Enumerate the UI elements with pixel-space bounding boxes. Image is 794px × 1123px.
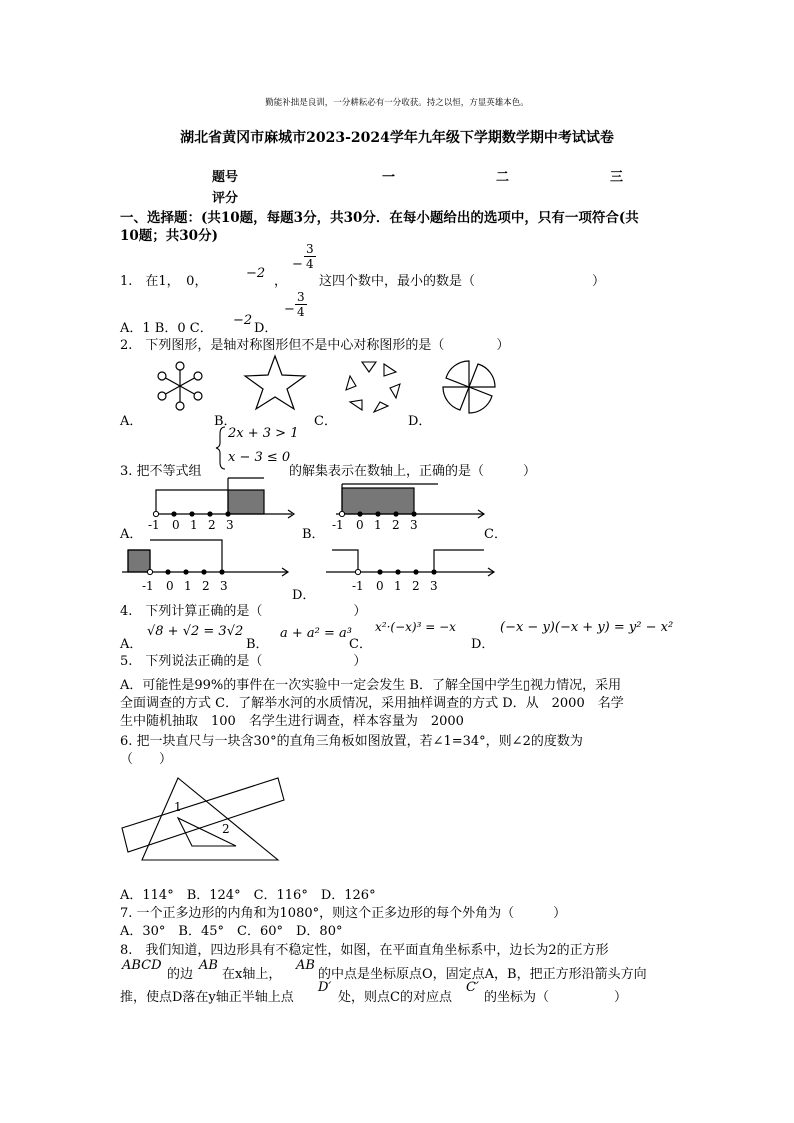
q4-option-c-expr: x²·(−x)³ = −x (375, 620, 456, 634)
q8-abcd: ABCD (122, 958, 162, 973)
section1-heading-line2: 10题；共30分) (120, 228, 218, 244)
section1-heading-line1: 一、选择题：(共10题，每题3分，共30分．在每小题给出的选项中，只有一项符合(共 (120, 210, 639, 226)
q2-option-a-label: A． (120, 414, 143, 429)
q3-d-tick-3: 3 (430, 579, 438, 593)
q1-option-d-label: D． (254, 321, 278, 336)
q2-figure-c-triangle-ring (342, 358, 404, 416)
q6-angle-2-label: 2 (222, 822, 230, 836)
q4-option-c-label: C． (349, 637, 372, 652)
q2-figure-d-pinwheel (438, 358, 500, 416)
q5-stem: 5. 下列说法正确的是（ ） (120, 654, 367, 669)
q8-c-prime: C′ (466, 980, 479, 995)
q3-a-tick-2: 2 (208, 518, 216, 532)
q4-stem: 4. 下列计算正确的是（ ） (120, 604, 367, 619)
q8-ab-2: AB (296, 958, 315, 973)
score-table-col-1: 一 (382, 170, 396, 185)
q3-b-tick-2: 2 (392, 518, 400, 532)
q2-stem: 2. 下列图形，是轴对称图形但不是中心对称图形的是（ ） (120, 338, 510, 353)
q8-line1: 8. 我们知道，四边形具有不稳定性，如图，在平面直角坐标系中，边长为2的正方形 (120, 943, 609, 958)
q2-figure-b-star (243, 354, 307, 410)
q4-option-d-expr: (−x − y)(−x + y) = y² − x² (500, 620, 674, 635)
q1-option-d-minus: − (284, 302, 295, 317)
q1-suffix: 这四个数中，最小的数是（ ） (319, 274, 606, 289)
q3-b-tick-1: 1 (374, 518, 382, 532)
q4-option-b-expr: a + a² = a³ (280, 626, 352, 641)
q8-ab-1: AB (199, 958, 218, 973)
q5-options-line3: 生中随机抽取 100 名学生进行调查，样本容量为 2000 (120, 714, 464, 729)
q8-line2-a: 的边 (167, 967, 194, 982)
q1-frac-den: 4 (306, 257, 314, 271)
q1-comma: ， (274, 274, 288, 289)
q4-option-b-label: B． (246, 637, 269, 652)
q3-c-tick-2: 2 (202, 579, 210, 593)
q3-option-b-label: B． (302, 527, 325, 542)
q3-option-d-label: D． (292, 588, 316, 603)
q6-paren: （ ） (120, 752, 173, 767)
q3-a-tick-0: 0 (172, 518, 180, 532)
q1-option-c-value: −2 (233, 313, 253, 328)
q3-c-tick-0: 0 (166, 579, 174, 593)
q3-c-tick-3: 3 (220, 579, 228, 593)
q8-d-prime: D′ (318, 980, 332, 995)
q6-angle-1-label: 1 (174, 800, 182, 814)
q3-d-tick-m1: -1 (352, 579, 364, 593)
q3-numberline-c (118, 538, 298, 582)
q5-options-line1: A．可能性是99%的事件在一次实验中一定会发生 B．了解全国中学生▯视力情况，采用 (120, 678, 622, 693)
q3-b-tick-m1: -1 (332, 518, 344, 532)
q2-option-b-label: B． (214, 414, 237, 429)
q1-options: A．1 B．0 C． (120, 321, 213, 336)
q4-option-a-label: A． (120, 637, 143, 652)
score-table-row2-label: 评分 (212, 191, 239, 206)
q3-c-tick-m1: -1 (142, 579, 154, 593)
score-table-col-2: 二 (496, 170, 510, 185)
q3-suffix: 的解集表示在数轴上，正确的是（ ） (289, 464, 537, 479)
q1-neg2: −2 (246, 266, 266, 281)
q3-numberline-a (140, 474, 300, 534)
q3-d-tick-1: 1 (394, 579, 402, 593)
motto: 勤能补拙是良训，一分耕耘必有一分收获。持之以恒，方显英雄本色。 (265, 98, 529, 108)
q3-inequality-1: 2x + 3 > 1 (228, 426, 299, 441)
q2-option-d-label: D． (408, 414, 432, 429)
q8-line3-b: 处，则点C的对应点 (338, 990, 452, 1005)
q3-a-tick-1: 1 (190, 518, 198, 532)
q3-prefix: 3. 把不等式组 (120, 464, 202, 479)
q1-fraction (304, 242, 316, 271)
q4-option-a-expr: √8 + √2 = 3√2 (147, 624, 244, 639)
exam-title: 湖北省黄冈市麻城市2023-2024学年九年级下学期数学期中考试试卷 (180, 130, 614, 146)
q1-frac-minus: − (292, 257, 303, 272)
q1-d-frac-num: 3 (297, 290, 305, 304)
q8-line3-a: 推，使点D落在y轴正半轴上点 (120, 990, 294, 1005)
q7-stem: 7. 一个正多边形的内角和为1080°，则这个正多边形的每个外角为（ ） (120, 906, 567, 921)
score-table-row1-label: 题号 (212, 170, 239, 185)
q3-b-tick-3: 3 (410, 518, 418, 532)
q3-option-c-label: C． (484, 527, 507, 542)
q3-option-a-label: A． (120, 527, 143, 542)
q8-line2-b: 在x轴上， (222, 967, 282, 982)
q4-option-d-label: D． (471, 637, 495, 652)
q3-inequality-2: x − 3 ≤ 0 (228, 450, 291, 465)
q3-b-tick-0: 0 (356, 518, 364, 532)
q8-line3-c: 的坐标为（ ） (484, 990, 628, 1005)
q1-prefix: 1. 在1， 0， (120, 274, 208, 289)
q7-options: A．30° B．45° C．60° D．80° (120, 924, 343, 939)
q1-frac-num: 3 (306, 242, 314, 256)
q1-option-d-fraction (295, 290, 307, 319)
q8-line2-c: 的中点是坐标原点O，固定点A，B，把正方形沿箭头方向 (318, 967, 647, 982)
q6-stem: 6. 把一块直尺与一块含30°的直角三角板如图放置，若∠1=34°，则∠2的度数为 (120, 734, 583, 749)
q3-d-tick-2: 2 (412, 579, 420, 593)
q3-d-tick-0: 0 (376, 579, 384, 593)
q3-brace (216, 426, 226, 470)
q1-d-frac-den: 4 (297, 305, 305, 319)
q2-figure-a-snowflake (150, 360, 210, 412)
q3-c-tick-1: 1 (184, 579, 192, 593)
q3-a-tick-3: 3 (226, 518, 234, 532)
q3-a-tick-m1: -1 (148, 518, 160, 532)
q3-numberline-d (322, 540, 502, 584)
q6-options: A．114° B．124° C．116° D．126° (120, 888, 376, 903)
q2-option-c-label: C． (314, 414, 337, 429)
q6-ruler-triangle-figure (118, 772, 300, 866)
q5-options-line2: 全面调查的方式 C．了解举水河的水质情况，采用抽样调查的方式 D．从 2000 名学 (120, 696, 624, 711)
score-table-col-3: 三 (610, 170, 624, 185)
